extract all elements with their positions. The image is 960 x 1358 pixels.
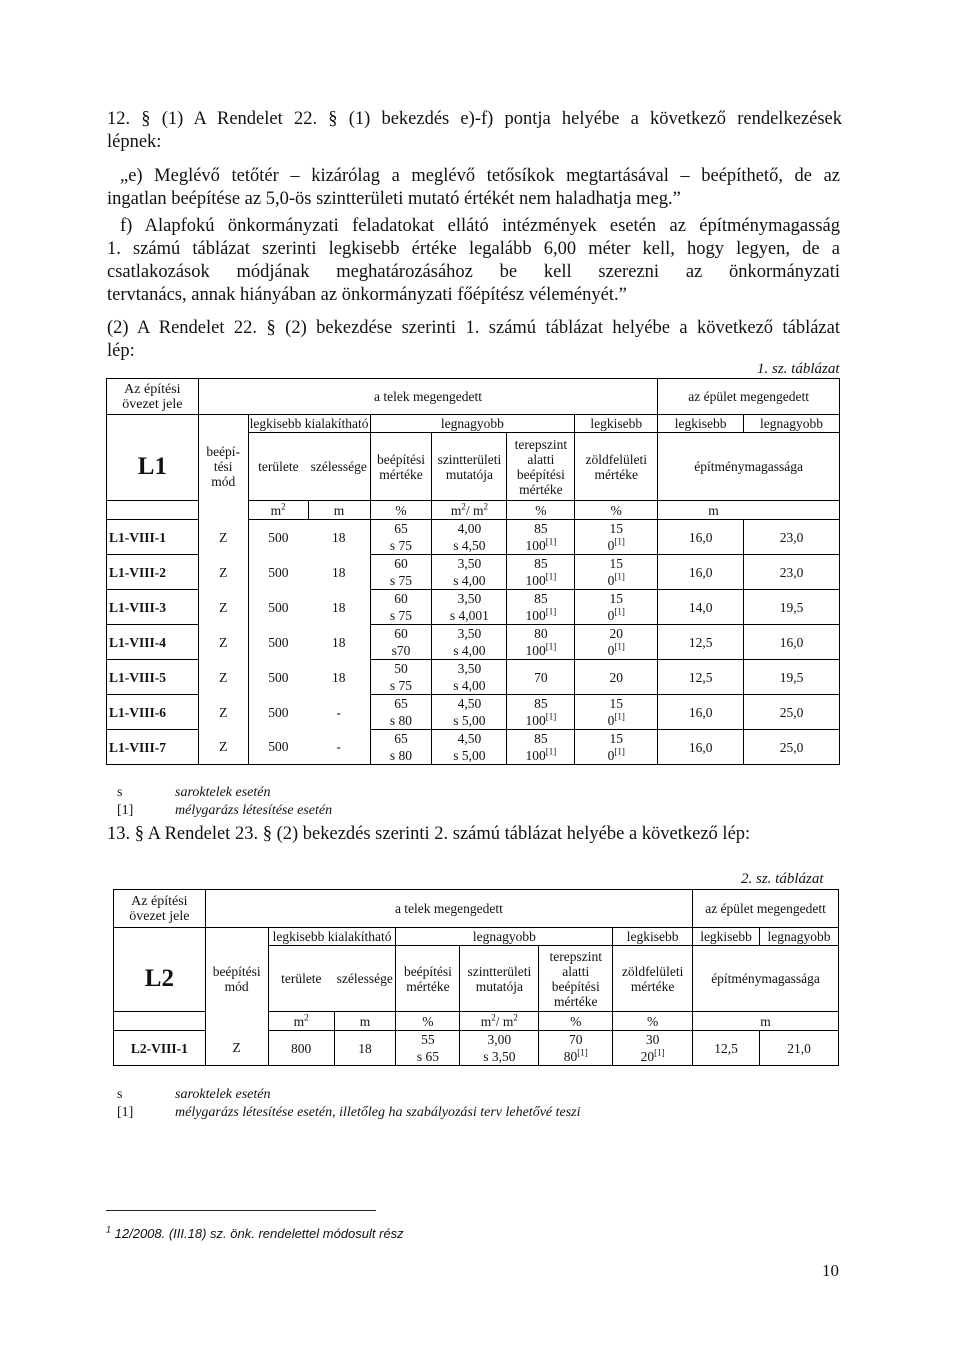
t1-row-ug2: 100[1]: [507, 537, 575, 555]
t1-note-s: s saroktelek esetén: [117, 785, 271, 800]
t1-row-hmax: 23,0: [744, 520, 840, 555]
t2-row-cov2: s 65: [396, 1048, 460, 1066]
para12-f-line4: tervtanács, annak hiányában az önkormányzati főépítész véleményét.”: [107, 285, 627, 305]
t2-row-hmin: 12,5: [693, 1031, 760, 1066]
t1-row-width: 18: [332, 599, 346, 615]
t1-row-hmin: 12,5: [658, 660, 744, 695]
t1-row-far1: 3,50: [432, 590, 507, 608]
t1-row-cov2: s70: [370, 642, 432, 660]
t2-zone-code: L2: [114, 946, 206, 1012]
t2-header-far: szintterületi mutatója: [460, 946, 539, 1012]
t1-row-hmax: 23,0: [744, 555, 840, 590]
t1-header-width: szélessége: [310, 459, 367, 474]
t1-row-ug1: 80: [507, 625, 575, 643]
t1-header-height: építménymagassága: [658, 433, 840, 501]
t1-row-far1: 4,50: [432, 730, 507, 748]
t1-row-far2: s 5,00: [432, 747, 507, 765]
t1-row-gr2: 0[1]: [575, 712, 658, 730]
t1-row-far1: 3,50: [432, 555, 507, 573]
table1-caption: 1. sz. táblázat: [757, 361, 840, 377]
t1-row-area: 500: [248, 625, 308, 660]
t2-header-max: legnagyobb: [760, 928, 839, 946]
para12-line2: lépnek:: [107, 132, 162, 152]
t1-header-build-mode: beépí- tési mód: [206, 444, 241, 489]
t2-unit-green: %: [613, 1012, 693, 1031]
t1-zone-code: L1: [107, 433, 199, 501]
t1-row-width: 18: [332, 529, 346, 545]
table-row: [114, 1031, 839, 1049]
t1-row-far2: s 5,00: [432, 712, 507, 730]
table-row: [107, 555, 840, 573]
t1-row-far2: s 4,00: [432, 677, 507, 695]
t1-row-far1: 3,50: [432, 660, 507, 678]
t1-row-cov2: s 75: [370, 572, 432, 590]
table-row: [107, 660, 840, 678]
t2-row-gr1: 30: [613, 1031, 693, 1049]
t2-header-zone: Az építési övezet jele: [114, 890, 206, 928]
footnote-rule: [106, 1210, 376, 1211]
t1-row-hmax: 16,0: [744, 625, 840, 660]
t1-row-ug1: 85: [507, 555, 575, 573]
t1-row-width: 18: [332, 634, 346, 650]
t1-row-cov2: s 75: [370, 537, 432, 555]
t2-row-hmax: 21,0: [760, 1031, 839, 1066]
t2-unit-coverage: %: [396, 1012, 460, 1031]
t2-row-ug2: 80[1]: [539, 1048, 613, 1066]
t1-header-coverage: beépítési mértéke: [370, 433, 432, 501]
t1-row-mode: Z: [198, 730, 248, 765]
t1-row-code: L1-VIII-3: [107, 590, 199, 625]
t1-row-gr1: 15: [575, 730, 658, 748]
t2-note-1: [1] mélygarázs létesítése esetén, illetőleg ha szabályozási terv lehetővé teszi: [117, 1105, 581, 1120]
t1-row-far1: 4,00: [432, 520, 507, 538]
t2-unit-far: $m^2/$ $m^2$: [460, 1012, 539, 1031]
table-row: [107, 695, 840, 713]
t2-header-min: legkisebb: [693, 928, 760, 946]
t2-unit-underground: %: [539, 1012, 613, 1031]
t1-row-width: -: [308, 730, 370, 765]
t1-row-ug1: 85: [507, 695, 575, 713]
t1-row-far2: s 4,00: [432, 642, 507, 660]
para12-line1: 12. § (1) A Rendelet 22. § (1) bekezdés e)-f) pontja helyébe a következő rendelkezések: [107, 109, 842, 129]
t1-row-mode: Z: [219, 704, 228, 720]
table-row: [107, 730, 840, 748]
table-row: [107, 590, 840, 608]
t1-row-area: 500: [248, 695, 308, 730]
t1-row-far1: 3,50: [432, 625, 507, 643]
t1-units-row: [107, 501, 840, 520]
t2-row-width: 18: [334, 1031, 396, 1066]
t2-unit-height: m: [693, 1012, 839, 1031]
t1-row-ug2: 100[1]: [507, 712, 575, 730]
t1-row-ug2: 100[1]: [507, 572, 575, 590]
para12-f-line1: f) Alapfokú önkormányzati feladatokat ellátó intézmények esetén az építménymagasság: [120, 216, 840, 236]
t1-row-ug: 70: [507, 660, 575, 695]
t1-row-ug2: 100[1]: [507, 747, 575, 765]
t1-row-ug1: 85: [507, 730, 575, 748]
t1-row-cov2: s 75: [370, 607, 432, 625]
t1-row-width: 18: [332, 669, 346, 685]
t2-row-far2: s 3,50: [460, 1048, 539, 1066]
t1-unit-area: $m^2$: [248, 501, 308, 520]
t2-header-largest: legnagyobb: [396, 928, 613, 946]
t1-row-hmin: 16,0: [658, 555, 744, 590]
t2-header-smallest: legkisebb: [613, 928, 693, 946]
footnote-text: 12/2008. (III.18) sz. önk. rendelettel módosult rész: [114, 1226, 404, 1241]
t2-row-mode: Z: [205, 1031, 268, 1066]
t2-header-underground: terepszint alatti beépítési mértéke: [539, 946, 613, 1012]
t2-header-height: építménymagassága: [693, 946, 839, 1012]
t1-row-cov1: 60: [370, 590, 432, 608]
t2-header-build-mode: beépítési mód: [212, 963, 261, 994]
table2-caption: 2. sz. táblázat: [741, 871, 824, 887]
t1-row-gr2: 0[1]: [575, 642, 658, 660]
t2-row-ug1: 70: [539, 1031, 613, 1049]
para12-p2-line1: (2) A Rendelet 22. § (2) bekezdése szerinti 1. számú táblázat helyébe a következő táblázat: [107, 318, 840, 338]
table1-notes: [117, 785, 332, 821]
para12-p2-line2: lép:: [107, 341, 135, 361]
t2-unit-width: m: [334, 1012, 396, 1031]
t1-row-gr2: 0[1]: [575, 607, 658, 625]
table1: [106, 378, 840, 765]
t1-row-area: 500: [248, 730, 308, 765]
t1-row-hmax: 19,5: [744, 660, 840, 695]
t1-row-gr2: 0[1]: [575, 572, 658, 590]
t2-row-code: L2-VIII-1: [114, 1031, 206, 1066]
footnote: [106, 1226, 404, 1241]
t2-header-green: zöldfelületi mértéke: [613, 946, 693, 1012]
t1-row-area: 500: [248, 520, 308, 555]
t1-row-hmin: 14,0: [658, 590, 744, 625]
t2-row-cov1: 55: [396, 1031, 460, 1049]
t1-note-1: [1] mélygarázs létesítése esetén: [117, 803, 333, 818]
t2-units-row: [114, 1012, 839, 1031]
t1-unit-height: m: [658, 501, 840, 520]
t1-header-min: legkisebb: [658, 415, 744, 433]
t1-row-code: L1-VIII-5: [107, 660, 199, 695]
footnote-mark: 1: [106, 1224, 112, 1235]
t1-row-hmin: 16,0: [658, 730, 744, 765]
t1-row-hmin: 16,0: [658, 520, 744, 555]
t2-header-width: szélessége: [336, 971, 393, 986]
t1-header-largest: legnagyobb: [370, 415, 575, 433]
t1-row-far1: 4,50: [432, 695, 507, 713]
t1-row-code: L1-VIII-7: [107, 730, 199, 765]
t1-header-lot: a telek megengedett: [198, 379, 657, 415]
t1-row-cov1: 65: [370, 520, 432, 538]
t1-row-width: -: [336, 704, 342, 720]
t2-header-coverage: beépítési mértéke: [396, 946, 460, 1012]
t2-header-building: az épület megengedett: [693, 890, 839, 928]
t1-unit-far: $m^2/$ $m^2$: [432, 501, 507, 520]
t1-row-cov2: s 75: [370, 677, 432, 695]
t1-header-underground: terepszint alatti beépítési mértéke: [507, 433, 575, 501]
t1-row-mode: Z: [219, 669, 228, 685]
t1-row-code: L1-VIII-2: [107, 555, 199, 590]
t1-row-hmax: 19,5: [744, 590, 840, 625]
page-number: 10: [822, 1261, 839, 1280]
t1-row-gr: 20: [575, 660, 658, 695]
t1-row-mode: Z: [219, 634, 228, 650]
t1-row-cov1: 60: [370, 625, 432, 643]
t1-row-hmin: 16,0: [658, 695, 744, 730]
t1-header-building: az épület megengedett: [658, 379, 840, 415]
t1-row-cov1: 60: [370, 555, 432, 573]
table-row: [107, 625, 840, 643]
t1-row-area: 500: [248, 555, 308, 590]
t1-row-ug2: 100[1]: [507, 642, 575, 660]
t1-row-ug1: 85: [507, 590, 575, 608]
t1-row-code: L1-VIII-6: [107, 695, 199, 730]
para13-line1: 13. § A Rendelet 23. § (2) bekezdés szerinti 2. számú táblázat helyébe a következő lép:: [107, 824, 751, 844]
t1-row-gr1: 15: [575, 590, 658, 608]
table-row: [107, 520, 840, 538]
t1-row-gr2: 0[1]: [575, 747, 658, 765]
t2-row-far1: 3,00: [460, 1031, 539, 1049]
t1-header-zone: Az építési övezet jele: [107, 379, 199, 415]
t1-row-gr1: 15: [575, 520, 658, 538]
para12-e-line1: „e) Meglévő tetőtér – kizárólag a meglévő tetősíkok megtartásával – beépíthető, de az: [120, 166, 840, 186]
t1-row-hmin: 12,5: [658, 625, 744, 660]
para12-f-line2: 1. számú táblázat szerinti legkisebb értéke legalább 6,00 méter kell, hogy legyen, de a: [107, 239, 840, 259]
t1-row-far2: s 4,00: [432, 572, 507, 590]
t1-row-cov2: s 80: [370, 712, 432, 730]
t1-row-code: L1-VIII-1: [107, 520, 199, 555]
t1-row-gr1: 15: [575, 555, 658, 573]
t2-header-area: területe: [268, 946, 334, 1012]
t1-row-hmax: 25,0: [744, 730, 840, 765]
t1-row-hmax: 25,0: [744, 695, 840, 730]
t1-row-ug1: 85: [507, 520, 575, 538]
t2-unit-area: $m^2$: [268, 1012, 334, 1031]
t1-header-green: zöldfelületi mértéke: [575, 433, 658, 501]
t2-row-gr2: 20[1]: [613, 1048, 693, 1066]
t1-row-mode: Z: [219, 599, 228, 615]
t1-row-mode: Z: [219, 529, 228, 545]
t1-row-area: 500: [248, 660, 308, 695]
t1-unit-width: m: [308, 501, 370, 520]
t1-unit-underground: %: [507, 501, 575, 520]
t1-header-smallest-formable: legkisebb kialakítható: [249, 416, 369, 431]
t1-unit-green: %: [575, 501, 658, 520]
para12-e-line2: ingatlan beépítése az 5,0-ös szintterületi mutató értékét nem haladhatja meg.”: [107, 189, 681, 209]
t1-header-far: szintterületi mutatója: [432, 433, 507, 501]
t2-header-smallest-formable: legkisebb kialakítható: [268, 928, 396, 946]
t1-unit-coverage: %: [370, 501, 432, 520]
t1-row-cov1: 65: [370, 730, 432, 748]
t1-row-gr1: 15: [575, 695, 658, 713]
t1-header-smallest: legkisebb: [575, 415, 658, 433]
t1-row-ug2: 100[1]: [507, 607, 575, 625]
t1-row-gr1: 20: [575, 625, 658, 643]
t1-row-cov1: 65: [370, 695, 432, 713]
table2: [113, 889, 839, 1066]
t1-row-cov1: 50: [370, 660, 432, 678]
t1-row-mode: Z: [219, 564, 228, 580]
t1-row-gr2: 0[1]: [575, 537, 658, 555]
t1-row-area: 500: [248, 590, 308, 625]
t1-header-max: legnagyobb: [744, 415, 840, 433]
t1-header-area: területe: [248, 433, 308, 501]
t2-note-s: s saroktelek esetén: [117, 1087, 271, 1102]
t1-row-width: 18: [332, 564, 346, 580]
t1-row-far2: s 4,50: [432, 537, 507, 555]
t1-row-far2: s 4,001: [432, 607, 507, 625]
t2-row-area: 800: [268, 1031, 334, 1066]
para12-f-line3: csatlakozások módjának meghatározásához be kell szerezni az önkormányzati: [107, 262, 840, 282]
t2-header-lot: a telek megengedett: [205, 890, 692, 928]
t1-row-cov2: s 80: [370, 747, 432, 765]
t1-row-code: L1-VIII-4: [107, 625, 199, 660]
table2-notes: [117, 1087, 581, 1123]
